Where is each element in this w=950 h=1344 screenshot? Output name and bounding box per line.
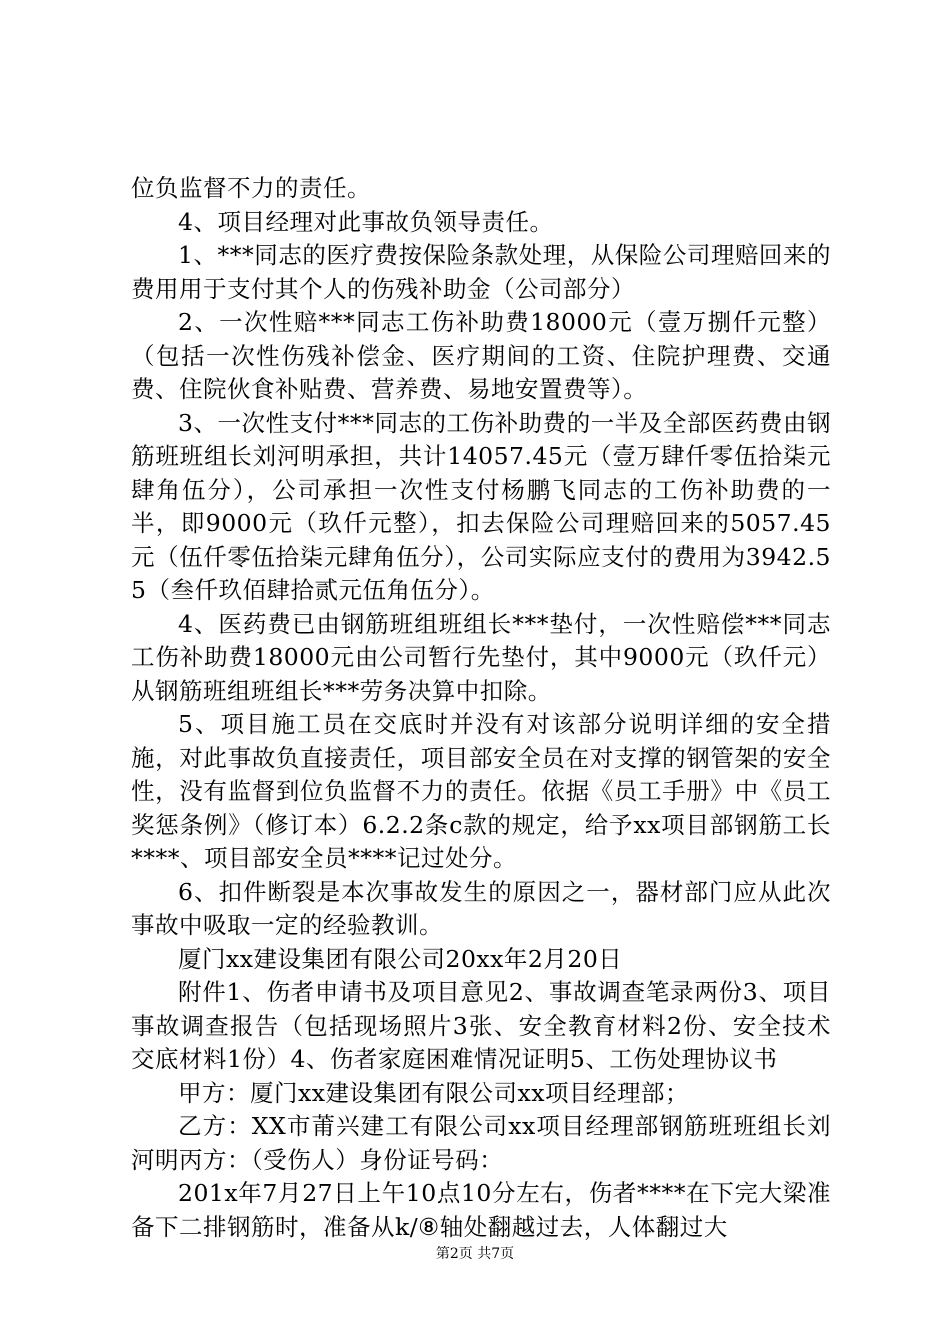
paragraph: 位负监督不力的责任。 [131,174,371,202]
paragraph: 2、一次性赔***同志工伤补助费18000元（壹万捌仟元整）（包括一次性伤残补偿金、医疗期间的工资、住院护理费、交通费、住院伙食补贴费、营养费、易地安置费等）。 [131,308,831,403]
paragraph: 5、项目施工员在交底时并没有对该部分说明详细的安全措施，对此事故负直接责任，项目部安全员在对支撑的钢管架的安全性，没有监督到位负监督不力的责任。依据《员工手册》中《员工奖惩条例》（修订本）6.2.2条c款的规定，给予xx项目部钢筋工长****、项目部安全员****记过处分。 [131,710,831,872]
party-b-line: 乙方：XX市莆兴建工有限公司xx项目经理部钢筋班班组长刘河明丙方：（受伤人）身份证号码： [131,1112,831,1174]
document-body [131,172,831,1244]
signature-line: 厦门xx建设集团有限公司20xx年2月20日 [178,944,623,973]
attachments-paragraph: 附件1、伤者申请书及项目意见2、事故调查笔录两份3、项目事故调查报告（包括现场照片3张、安全教育材料2份、安全技术交底材料1份）4、伤者家庭困难情况证明5、工伤处理协议书 [131,978,831,1073]
page-number-footer: 第2页 共7页 [435,1246,515,1262]
paragraph: 3、一次性支付***同志的工伤补助费的一半及全部医药费由钢筋班班组长刘河明承担，共计14057.45元（壹万肆仟零伍拾柒元肆角伍分），公司承担一次性支付杨鹏飞同志的工伤补助费的一半，即9000元（玖仟元整），扣去保险公司理赔回来的5057.45元（伍仟零伍拾柒元肆角伍分），公司实际应支付的费用为3942.55（叁仟玖佰肆拾贰元伍角伍分）。 [131,408,831,604]
paragraph: 4、项目经理对此事故负领导责任。 [178,207,554,236]
paragraph: 201x年7月27日上午10点10分左右，伤者****在下完大梁准备下二排钢筋时，准备从k/⑧轴处翻越过去，人体翻过大 [131,1179,831,1241]
paragraph: 4、医药费已由钢筋班组班组长***垫付，一次性赔偿***同志工伤补助费18000元由公司暂行先垫付，其中9000元（玖仟元）从钢筋班组班组长***劳务决算中扣除。 [131,609,831,705]
paragraph: 6、扣件断裂是本次事故发生的原因之一，器材部门应从此次事故中吸取一定的经验教训。 [131,877,831,939]
party-a-line: 甲方：厦门xx建设集团有限公司xx项目经理部； [178,1078,690,1107]
paragraph: 1、***同志的医疗费按保险条款处理，从保险公司理赔回来的费用用于支付其个人的伤残补助金（公司部分） [131,241,831,303]
